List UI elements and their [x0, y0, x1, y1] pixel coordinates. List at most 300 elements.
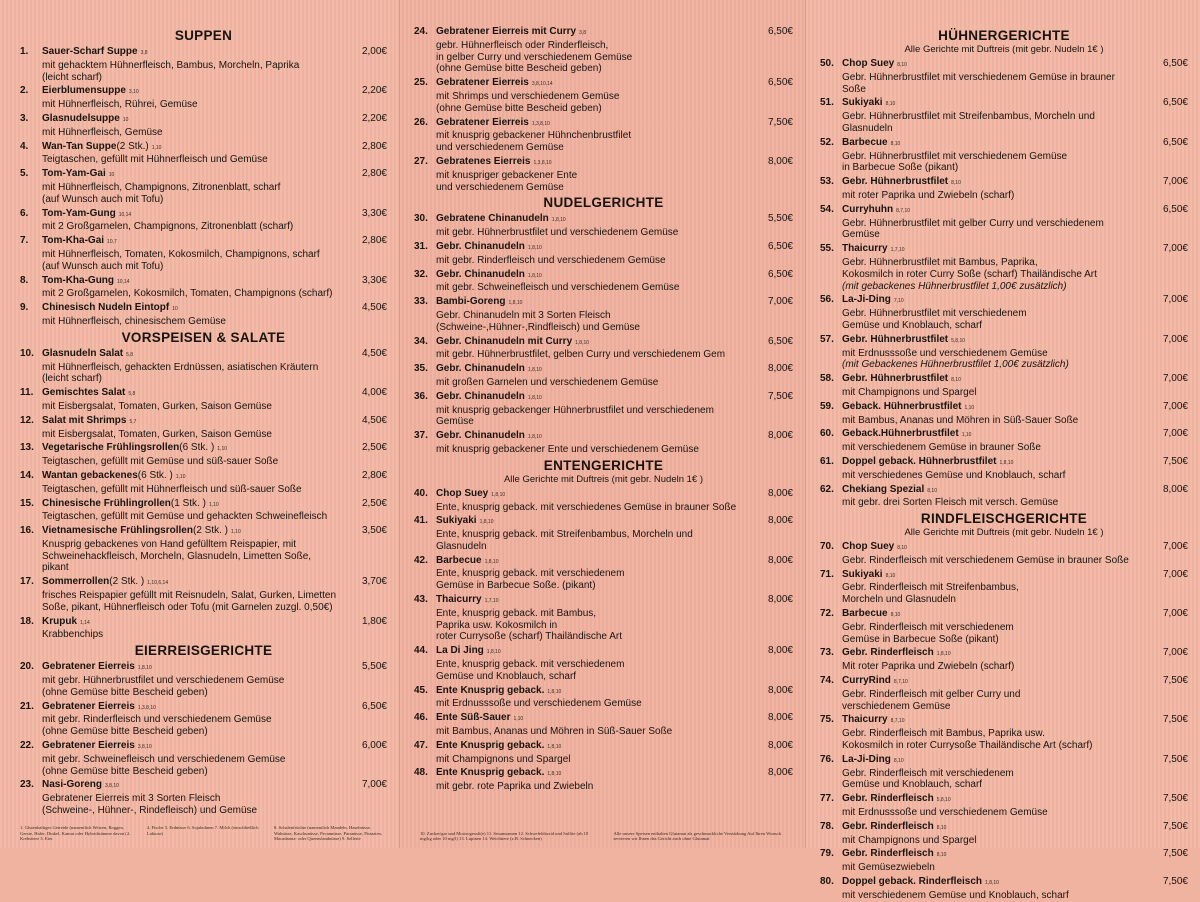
item-name: Thaicurry [436, 594, 482, 606]
item-description: mit Champignons und Spargel [842, 834, 977, 846]
item-portion: (1 Stk. ) [170, 497, 206, 509]
item-name: Gebr. Chinanudeln [436, 240, 525, 252]
item-description: Teigtaschen, gefüllt mit Hühnerfleisch und süß-sauer Soße [42, 483, 302, 495]
item-price: 8,00€ [767, 594, 793, 606]
item-number: 70. [820, 541, 834, 553]
item-number: 14. [20, 469, 34, 481]
item-price: 3,70€ [361, 576, 387, 588]
item-description: und verschiedenem Gemüse [436, 142, 564, 154]
menu-item [20, 415, 387, 441]
section-title: EIERREISGERICHTE [134, 643, 273, 659]
item-price: 7,00€ [1162, 176, 1188, 188]
allergen-footnotes [20, 825, 387, 842]
item-price: 8,00€ [1162, 483, 1188, 495]
item-price: 8,00€ [767, 515, 793, 527]
allergen-codes: 1,10 [175, 473, 186, 480]
item-number: 60. [820, 428, 834, 440]
item-name: Chop Suey [842, 541, 895, 553]
item-description: mit Champignons und Spargel [842, 386, 977, 398]
item-name: Tom-Kha-Gung [42, 274, 115, 286]
item-name: Ente Knusprig geback. [436, 739, 545, 751]
item-description: mit Hühnerfleisch, Rührei, Gemüse [42, 99, 198, 111]
item-number: 48. [414, 767, 428, 779]
item-name: Gebr. Chinanudeln [436, 390, 525, 402]
item-name: Bambi-Goreng [436, 296, 506, 308]
item-number: 35. [414, 363, 428, 375]
menu-item-header [820, 334, 1188, 348]
item-price: 4,00€ [361, 387, 387, 399]
menu-item-header [414, 296, 793, 310]
item-description: (Schweine-,Hühner-,Rindfleisch) und Gemüse [436, 321, 640, 333]
item-name: Thaicurry [842, 714, 888, 726]
allergen-codes: 1,10 [208, 501, 219, 508]
menu-item-header [820, 484, 1188, 498]
menu-item-header [20, 348, 387, 362]
item-number: 36. [414, 390, 428, 402]
item-name: Gebr. Rinderfleisch [842, 848, 934, 860]
item-number: 43. [414, 594, 428, 606]
section-title: HÜHNERGERICHTE [938, 28, 1070, 43]
item-number: 53. [820, 176, 834, 188]
item-name: Krupuk [42, 615, 77, 627]
item-description: mit Hühnerfleisch, gehackten Erdnüssen, asiatischen Kräutern [42, 361, 319, 373]
allergen-codes: 1,8,10 [508, 300, 523, 307]
item-price: 7,50€ [1162, 848, 1188, 860]
menu-item-header [414, 767, 793, 781]
allergen-codes: 1,8,10 [547, 688, 562, 695]
item-name: Gebr. Chinanudeln [436, 268, 525, 280]
menu-item [20, 779, 387, 816]
item-number: 40. [414, 487, 428, 499]
item-description: mit 2 Großgarnelen, Kokosmilch, Tomaten, Champignons (scharf) [42, 288, 333, 300]
menu-item [820, 484, 1188, 510]
item-description: Gemüse und Knoblauch, scharf [842, 319, 983, 331]
menu-item-header [820, 58, 1188, 72]
item-description: Paprika usw. Kokosmilch in [436, 619, 558, 631]
item-name: Sauer-Scharf Suppe [42, 46, 138, 57]
menu-item-header [820, 176, 1188, 190]
item-price: 4,50€ [361, 414, 387, 426]
menu-item-header [820, 793, 1188, 807]
item-price: 6,50€ [1162, 58, 1188, 69]
menu-item [20, 576, 387, 613]
item-description: mit Eisbergsalat, Tomaten, Gurken, Saison Gemüse [42, 400, 272, 412]
menu-item-header [820, 204, 1188, 218]
item-number: 61. [820, 455, 834, 467]
item-description: frisches Reispapier gefüllt mit Reisnudeln, Salat, Gurken, Limetten [42, 590, 337, 602]
item-name: Gemischtes Salat [42, 387, 126, 399]
allergen-codes: 10,7 [107, 239, 117, 246]
menu-item [20, 442, 387, 468]
item-price: 7,00€ [1162, 333, 1188, 345]
item-name: Curryhuhn [842, 203, 894, 215]
allergen-codes: 8,10 [890, 612, 901, 619]
allergen-codes: 8,10 [890, 140, 901, 147]
menu-item-header [20, 701, 387, 715]
item-description: Knusprig gebackenes von Hand gefülltem Reispapier, mit [42, 538, 297, 550]
menu-item-header [20, 387, 387, 401]
item-price: 8,00€ [767, 684, 793, 696]
item-name: Chinesisch Nudeln Eintopf [42, 302, 170, 314]
item-price: 7,00€ [767, 296, 793, 308]
item-name: Nasi-Goreng [42, 779, 103, 791]
menu-column-2 [400, 0, 806, 848]
item-number: 58. [820, 373, 834, 385]
item-name: Vegetarische Frühlingsrollen [42, 442, 180, 454]
item-description: mit Bambus, Ananas und Möhren in Süß-Sauer Soße [842, 414, 1079, 426]
menu-item-header [820, 401, 1188, 415]
allergen-codes: 1,10,6,14 [147, 580, 169, 587]
item-description: Krabbenchips [42, 629, 104, 641]
item-extra-note [820, 281, 1188, 293]
item-price: 6,50€ [767, 26, 793, 37]
item-description: Gebr. Rinderfleisch mit verschiedenem Gemüse in brauner Soße [842, 554, 1129, 566]
item-description: Gebr. Rinderfleisch mit Bambus, Paprika usw. [842, 728, 1045, 740]
menu-item-header [414, 594, 793, 608]
item-description: (ohne Gemüse bitte Bescheid geben) [436, 102, 602, 114]
item-number: 47. [414, 739, 428, 751]
menu-item [414, 515, 793, 552]
menu-item-header [414, 740, 793, 754]
item-number: 6. [20, 207, 29, 219]
footnote: Alle unsere Speisen enthalten Glutamat als geschmackliche Verstärkung Auf Ihren Wunsch servieren wir Ihnen das Gericht auch ohne Glutamat [613, 830, 782, 842]
menu-item [820, 204, 1188, 241]
item-price: 6,00€ [361, 740, 387, 752]
item-price: 7,50€ [767, 116, 793, 128]
item-price: 7,00€ [1162, 373, 1188, 385]
allergen-codes: 5,8 [126, 351, 134, 358]
item-description: Gebr. Rinderfleisch mit gelber Curry und [842, 688, 1021, 700]
item-price: 5,50€ [361, 661, 387, 673]
menu-item-header [414, 712, 793, 726]
item-price: 7,00€ [1162, 400, 1188, 412]
menu-item [414, 241, 793, 267]
allergen-codes: 8,7,10 [890, 718, 905, 725]
item-number: 62. [820, 483, 834, 495]
item-price: 2,80€ [361, 235, 387, 247]
item-price: 2,80€ [361, 469, 387, 481]
item-description: Mit roter Paprika und Zwiebeln (scharf) [842, 661, 1015, 673]
menu-item [820, 401, 1188, 427]
item-description: mit gebr. Hühnerbrustfilet und verschiedenem Gemüse [42, 675, 285, 687]
item-name: La Di Jing [436, 645, 484, 657]
item-name: Geback. Hühnerbrustfilet [842, 400, 962, 412]
item-number: 8. [20, 274, 29, 286]
item-number: 13. [20, 442, 34, 454]
item-description: mit gebr. Schweinefleisch und verschiedenem Gemüse [42, 753, 286, 765]
allergen-codes: 8,10 [936, 824, 947, 831]
allergen-codes: 8,10 [936, 852, 947, 859]
menu-item [20, 525, 387, 574]
allergen-codes: 1,14 [80, 619, 90, 626]
item-number: 20. [20, 661, 34, 673]
menu-item [20, 168, 387, 205]
item-number: 57. [820, 333, 834, 345]
item-description: Gebr. Hühnerbrustfilet mit gelber Curry und verschiedenem Gemüse [842, 217, 1104, 241]
item-name: Gebratener Eierreis [436, 77, 529, 89]
item-number: 11. [20, 387, 34, 399]
item-price: 7,50€ [1162, 876, 1188, 888]
allergen-codes: 3,8,10,14 [531, 81, 553, 88]
menu-item-header [20, 470, 387, 484]
item-number: 33. [414, 296, 428, 308]
allergen-codes: 10,14 [118, 211, 132, 218]
item-number: 26. [414, 116, 428, 128]
item-price: 2,50€ [361, 497, 387, 509]
item-name: La-Ji-Ding [842, 753, 891, 765]
menu-item [414, 269, 793, 295]
menu-item-header [820, 456, 1188, 470]
item-price: 7,00€ [1162, 541, 1188, 553]
menu-item-header [820, 428, 1188, 442]
item-number: 2. [20, 85, 29, 97]
allergen-codes: 1,8,10 [551, 217, 566, 224]
allergen-codes: 8,7,10 [896, 207, 911, 214]
menu-item [820, 334, 1188, 371]
item-name: Glasnudelsuppe [42, 112, 120, 124]
item-description: Gebratener Eierreis mit 3 Sorten Fleisch [42, 793, 221, 805]
item-description: mit verschiedenem Gemüse in brauner Soße [842, 442, 1041, 454]
item-name: Gebr. Hühnerbrustfilet [842, 373, 949, 385]
item-name: La-Ji-Ding [842, 294, 891, 306]
menu-item-header [20, 208, 387, 222]
menu-item-header [820, 675, 1188, 689]
allergen-codes: 1,8,10 [999, 459, 1014, 466]
allergen-codes: 1,7,10 [484, 598, 499, 605]
menu-item-header [20, 235, 387, 249]
menu-item [820, 428, 1188, 454]
allergen-footnotes [420, 831, 793, 842]
menu-item-header [414, 645, 793, 659]
item-name: Gebratener Eierreis [42, 700, 135, 712]
item-number: 50. [820, 58, 834, 69]
item-description: mit Hühnerfleisch, chinesischem Gemüse [42, 315, 226, 327]
item-extra-note-text: (mit gebackenes Hühnerbrustfilet 1,00€ zusätzlich) [842, 280, 1067, 292]
item-description: mit gebr. Rinderfleisch und verschiedenem Gemüse [42, 714, 272, 726]
item-number: 24. [414, 26, 428, 37]
item-number: 44. [414, 645, 428, 657]
item-name: Gebr. Chinanudeln mit Curry [436, 335, 573, 347]
allergen-codes: 3,10 [128, 89, 139, 96]
item-price: 8,00€ [767, 554, 793, 566]
menu-item [414, 117, 793, 154]
allergen-codes: 10 [172, 306, 178, 313]
menu-item [20, 348, 387, 385]
section-title: RINDFLEISCHGERICHTE [920, 511, 1088, 527]
item-description: mit Eisbergsalat, Tomaten, Gurken, Saison Gemüse [42, 428, 272, 440]
allergen-codes: 8,10 [951, 377, 961, 384]
item-name: Ente Knusprig geback. [436, 767, 545, 779]
menu-item-header [820, 647, 1188, 661]
item-description: Gemüse in Barbecue Soße. (pikant) [436, 580, 596, 592]
item-extra-note-text: (mit Gebackenes Hühnerbrustfilet 1,00€ zusätzlich) [842, 359, 1069, 371]
item-description: Teigtaschen, gefüllt mit Hühnerfleisch und Gemüse [42, 154, 268, 166]
item-price: 7,50€ [1162, 455, 1188, 467]
item-name: Salat mit Shrimps [42, 414, 127, 426]
allergen-codes: 1,10 [961, 432, 972, 439]
menu-item-header [20, 46, 387, 60]
item-price: 6,50€ [767, 268, 793, 280]
item-number: 30. [414, 213, 428, 225]
menu-item-header [20, 275, 387, 289]
item-price: 6,50€ [767, 77, 793, 89]
item-description: Ente, knusprig geback. mit Streifenbambus, Morcheln und Glasnudeln [436, 529, 693, 552]
allergen-codes: 1,10 [217, 446, 228, 453]
item-name: Gebratene Chinanudeln [436, 213, 549, 225]
item-number: 3. [20, 112, 29, 124]
item-price: 7,00€ [1162, 243, 1188, 255]
menu-item-header [414, 515, 793, 529]
item-price: 8,00€ [767, 430, 793, 442]
item-price: 4,50€ [361, 302, 387, 314]
item-name: Gebr. Rinderfleisch [842, 820, 934, 832]
menu-item-header [414, 269, 793, 283]
menu-item [20, 701, 387, 738]
menu-item-header [414, 77, 793, 91]
item-name: Tom-Kha-Gai [42, 235, 105, 247]
allergen-codes: 10,14 [117, 278, 130, 285]
item-price: 7,50€ [1162, 714, 1188, 726]
menu-item-header [820, 569, 1188, 583]
item-number: 37. [414, 430, 428, 442]
menu-item [414, 336, 793, 362]
item-description: mit gebr. Schweinefleisch und verschiedenem Gemüse [436, 282, 680, 294]
item-number: 9. [20, 302, 29, 314]
item-description: mit Shrimps und verschiedenem Gemüse [436, 90, 620, 102]
item-price: 6,50€ [1162, 97, 1188, 109]
menu-item [820, 373, 1188, 399]
item-name: Tom-Yam-Gung [42, 207, 116, 219]
item-description: Ente, knusprig geback. mit verschiedenem [436, 659, 625, 671]
item-name: Sukiyaki [436, 515, 477, 527]
item-number: 21. [20, 700, 34, 712]
item-description: mit 2 Großgarnelen, Champignons, Zitronenblatt (scharf) [42, 221, 294, 233]
allergen-codes: 8,7,10 [893, 679, 908, 686]
allergen-codes: 1,3,8,10 [533, 159, 552, 166]
item-description: (ohne Gemüse bitte Bescheid geben) [42, 726, 208, 738]
menu-item-header [20, 302, 387, 316]
menu-item-header [820, 608, 1188, 622]
menu-item [414, 488, 793, 514]
allergen-codes: 3,8,10 [137, 744, 152, 751]
item-price: 8,00€ [767, 645, 793, 657]
item-description: Gebr. Hühnerbrustfilet mit verschiedenem [842, 308, 1027, 320]
menu-item [414, 767, 793, 793]
item-description: Ente, knusprig geback. mit verschiedenes Gemüse in brauner Soße [436, 501, 737, 513]
menu-item [820, 793, 1188, 819]
item-price: 1,80€ [361, 615, 387, 627]
allergen-codes: 3,8 [140, 50, 148, 56]
item-number: 12. [20, 414, 34, 426]
item-description: (Schweine-, Hühner-, Rindefleisch) und Gemüse [42, 805, 258, 817]
menu-item [20, 208, 387, 234]
item-price: 3,50€ [361, 525, 387, 537]
menu-item [20, 661, 387, 698]
item-description: mit Hühnerfleisch, Gemüse [42, 126, 163, 138]
menu-item [414, 391, 793, 428]
menu-item [820, 714, 1188, 751]
item-description: Gebr. Hühnerbrustfilet mit verschiedenem Gemüse [842, 150, 1068, 162]
section-subtitle: Alle Gerichte mit Duftreis (mit gebr. Nudeln 1€ ) [904, 527, 1104, 539]
item-name: Doppel geback. Hühnerbrustfilet [842, 455, 997, 467]
item-name: Chekiang Spezial [842, 483, 925, 495]
item-price: 6,50€ [361, 700, 387, 712]
item-description: verschiedenem Gemüse [842, 700, 951, 712]
item-number: 18. [20, 615, 34, 627]
item-name: Ente Süß-Sauer [436, 712, 511, 724]
item-description: Teigtaschen, gefüllt mit Gemüse und süß-sauer Soße [42, 456, 279, 468]
allergen-codes: 1,8,10 [486, 649, 501, 656]
item-number: 31. [414, 240, 428, 252]
item-price: 2,80€ [361, 140, 387, 152]
item-description: Gemüse in Barbecue Soße (pikant) [842, 633, 999, 645]
item-name: Barbecue [842, 136, 888, 148]
allergen-codes: 1,3,8,10 [531, 120, 550, 127]
allergen-codes: 1,8,10 [137, 665, 152, 672]
item-price: 7,50€ [767, 390, 793, 402]
item-price: 5,50€ [767, 213, 793, 225]
menu-item-header [414, 391, 793, 405]
item-number: 16. [20, 525, 34, 537]
allergen-codes: 1,8,10 [527, 367, 542, 374]
item-description: Morcheln und Glasnudeln [842, 594, 956, 606]
menu-item-header [20, 576, 387, 590]
item-price: 8,00€ [767, 712, 793, 724]
item-number: 77. [820, 793, 834, 805]
item-price: 8,00€ [767, 155, 793, 167]
item-description: mit Champignons und Spargel [436, 753, 571, 765]
menu-item-header [820, 541, 1188, 555]
item-price: 4,50€ [361, 347, 387, 359]
menu-item-header [20, 141, 387, 155]
allergen-codes: 3,8 [579, 30, 587, 36]
item-name: Eierblumensuppe [42, 85, 126, 97]
item-extra-note [820, 359, 1188, 371]
allergen-codes: 1,8,10 [547, 743, 562, 750]
item-price: 6,50€ [1162, 203, 1188, 215]
menu-item [414, 712, 793, 738]
item-description: mit knusprig gebackener Ente und verschiedenem Gemüse [436, 443, 699, 455]
section-title: VORSPEISEN & SALATE [121, 329, 286, 345]
item-number: 27. [414, 155, 428, 167]
menu-column-3 [806, 0, 1200, 901]
item-name: Gebr. Rinderfleisch [842, 647, 934, 659]
menu-item-header [820, 294, 1188, 308]
menu-item-header [414, 117, 793, 131]
item-price: 7,00€ [1162, 294, 1188, 306]
item-price: 2,00€ [361, 46, 387, 57]
allergen-codes: 7,10 [893, 298, 904, 305]
item-description: Teigtaschen, gefüllt mit Gemüse und gehackten Schweinefleisch [42, 511, 328, 523]
menu-item [20, 498, 387, 524]
section-subtitle: Alle Gerichte mit Duftreis (mit gebr. Nudeln 1€ ) [904, 44, 1104, 55]
item-price: 2,80€ [361, 168, 387, 180]
menu-item-header [414, 363, 793, 377]
menu-item-header [20, 616, 387, 630]
allergen-codes: 1,8,10 [527, 434, 542, 441]
item-price: 3,30€ [361, 207, 387, 219]
item-number: 54. [820, 203, 834, 215]
menu-item-header [820, 97, 1188, 111]
menu-item [414, 555, 793, 592]
item-description: Ente, knusprig geback. mit verschiedenem [436, 568, 625, 580]
menu-item [820, 243, 1188, 292]
item-number: 51. [820, 97, 834, 109]
item-price: 8,00€ [767, 767, 793, 779]
menu-item [20, 302, 387, 328]
menu-item [20, 470, 387, 496]
item-name: Gebratenes Eierreis [436, 155, 531, 167]
